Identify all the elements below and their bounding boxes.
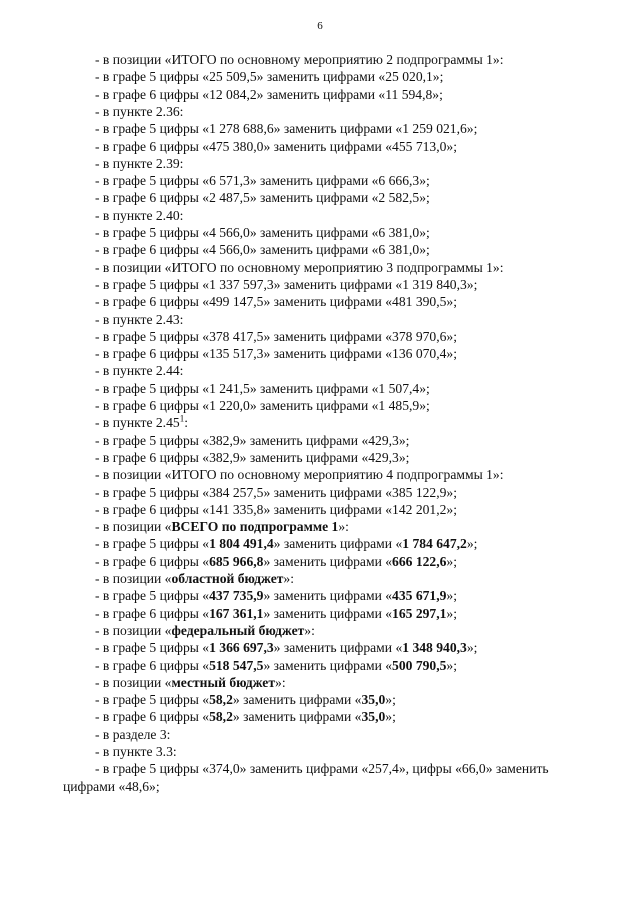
text-line bbox=[95, 345, 457, 362]
bold-text: 35,0 bbox=[361, 692, 386, 708]
text-line bbox=[95, 622, 315, 639]
text-segment: - в позиции «ИТОГО по основному мероприятию 2 подпрограммы 1»: bbox=[95, 52, 504, 67]
text-line bbox=[95, 276, 477, 293]
text-segment: - в графе 6 цифры «1 220,0» заменить цифрами «1 485,9»; bbox=[95, 398, 430, 413]
text-segment: - в позиции « bbox=[95, 519, 172, 535]
text-segment: »; bbox=[446, 553, 457, 569]
text-segment: - в пункте 2.39: bbox=[95, 155, 184, 171]
text-segment: » заменить цифрами « bbox=[263, 553, 393, 569]
bold-text: 1 804 491,4 bbox=[209, 536, 274, 552]
text-segment: »: bbox=[275, 674, 286, 690]
text-line bbox=[95, 691, 396, 708]
text-segment: - в графе 6 цифры «4 566,0» заменить цифрами «6 381,0»; bbox=[95, 242, 430, 258]
text-segment: - в графе 6 цифры «475 380,0» заменить цифрами «455 713,0»; bbox=[95, 138, 457, 154]
text-segment: - в позиции «ИТОГО по основному мероприятию 4 подпрограммы 1»: bbox=[95, 467, 504, 483]
text-line bbox=[95, 605, 457, 622]
text-segment: - в позиции « bbox=[95, 571, 172, 586]
text-line bbox=[95, 484, 457, 501]
text-line bbox=[95, 103, 183, 120]
text-line bbox=[95, 380, 430, 397]
text-segment: - в графе 5 цифры «1 241,5» заменить цифрами «1 507,4»; bbox=[95, 380, 430, 396]
text-line bbox=[63, 778, 160, 795]
text-line bbox=[95, 760, 615, 777]
text-segment: »; bbox=[466, 536, 478, 552]
text-line bbox=[95, 674, 286, 691]
text-segment: - в графе 6 цифры «2 487,5» заменить цифрами «2 582,5»; bbox=[95, 190, 430, 206]
bold-text: 685 966,8 bbox=[209, 553, 264, 569]
bold-text: 500 790,5 bbox=[392, 657, 447, 673]
bold-text: 435 671,9 bbox=[392, 588, 447, 604]
text-segment: » заменить цифрами « bbox=[273, 536, 403, 552]
text-line bbox=[95, 293, 457, 310]
text-segment: - в разделе 3: bbox=[95, 726, 171, 742]
text-segment: »; bbox=[446, 657, 457, 673]
text-segment: - в графе 5 цифры «382,9» заменить цифрами «429,3»; bbox=[95, 432, 410, 448]
bold-text: 1 784 647,2 bbox=[402, 536, 467, 552]
text-segment: - в графе 6 цифры «12 084,2» заменить цифрами «11 594,8»; bbox=[95, 86, 443, 102]
text-segment: - в пункте 2.45 bbox=[95, 415, 180, 431]
text-segment: - в графе 5 цифры « bbox=[95, 692, 210, 708]
text-line bbox=[95, 726, 170, 743]
text-line bbox=[95, 397, 430, 414]
text-segment: - в графе 6 цифры «382,9» заменить цифрами «429,3»; bbox=[95, 449, 410, 465]
text-segment: - в пункте 2.36: bbox=[95, 103, 184, 119]
text-segment: цифрами «48,6»; bbox=[63, 778, 160, 794]
text-segment: »; bbox=[466, 640, 478, 656]
text-line bbox=[95, 501, 457, 518]
text-line bbox=[95, 259, 503, 276]
text-line bbox=[95, 518, 349, 535]
text-segment: » заменить цифрами « bbox=[263, 588, 393, 604]
text-segment: - в графе 6 цифры « bbox=[95, 553, 210, 569]
text-segment: - в графе 5 цифры «378 417,5» заменить цифрами «378 970,6»; bbox=[95, 328, 457, 344]
text-segment: - в графе 5 цифры «1 278 688,6» заменить цифрами «1 259 021,6»; bbox=[95, 121, 478, 137]
text-line bbox=[95, 51, 503, 68]
bold-text: федеральный бюджет bbox=[171, 622, 305, 638]
text-line bbox=[95, 120, 477, 137]
text-segment: - в позиции « bbox=[95, 674, 172, 690]
text-segment: - в графе 6 цифры « bbox=[95, 605, 210, 621]
text-segment: - в графе 5 цифры «1 337 597,3» заменить цифрами «1 319 840,3»; bbox=[95, 276, 478, 292]
bold-text: 1 366 697,3 bbox=[209, 640, 274, 656]
text-segment: - в графе 6 цифры « bbox=[95, 657, 210, 673]
bold-text: 167 361,1 bbox=[209, 605, 264, 621]
text-segment: - в пункте 3.3: bbox=[95, 744, 177, 759]
bold-text: 518 547,5 bbox=[209, 657, 264, 673]
text-line bbox=[95, 466, 503, 483]
text-segment: - в графе 5 цифры «4 566,0» заменить цифрами «6 381,0»; bbox=[95, 225, 430, 240]
bold-text: 1 348 940,3 bbox=[402, 640, 467, 656]
text-segment: - в графе 5 цифры «384 257,5» заменить цифрами «385 122,9»; bbox=[95, 484, 457, 500]
bold-text: 165 297,1 bbox=[392, 605, 447, 621]
text-segment: » заменить цифрами « bbox=[273, 640, 403, 656]
text-line bbox=[95, 86, 443, 103]
text-segment: - в графе 5 цифры « bbox=[95, 640, 210, 656]
text-segment: - в графе 5 цифры «25 509,5» заменить цифрами «25 020,1»; bbox=[95, 69, 444, 85]
text-segment: »: bbox=[304, 622, 315, 638]
text-segment: »; bbox=[446, 588, 457, 604]
text-line bbox=[95, 432, 409, 449]
text-segment: - в пункте 2.40: bbox=[95, 207, 184, 223]
text-segment: » заменить цифрами « bbox=[263, 657, 393, 673]
text-segment: - в графе 6 цифры «499 147,5» заменить цифрами «481 390,5»; bbox=[95, 294, 457, 310]
text-line bbox=[95, 449, 409, 466]
text-segment: - в графе 6 цифры «135 517,3» заменить цифрами «136 070,4»; bbox=[95, 346, 457, 362]
text-line bbox=[95, 587, 457, 604]
text-line bbox=[95, 414, 188, 431]
bold-text: 58,2 bbox=[209, 709, 233, 725]
text-line bbox=[95, 189, 430, 206]
text-segment: - в графе 6 цифры «141 335,8» заменить цифрами «142 201,2»; bbox=[95, 501, 457, 517]
text-line bbox=[95, 172, 430, 189]
bold-text: 437 735,9 bbox=[209, 588, 264, 604]
text-line bbox=[95, 138, 457, 155]
text-segment: »; bbox=[446, 605, 457, 621]
text-segment: » заменить цифрами « bbox=[263, 605, 393, 621]
text-line bbox=[95, 743, 177, 760]
text-line bbox=[95, 328, 457, 345]
text-line bbox=[95, 207, 183, 224]
bold-text: областной бюджет bbox=[171, 571, 284, 586]
text-line bbox=[95, 311, 183, 328]
text-segment: - в графе 5 цифры « bbox=[95, 588, 210, 604]
text-line bbox=[95, 362, 183, 379]
text-segment: - в позиции « bbox=[95, 622, 172, 638]
text-segment: - в графе 5 цифры « bbox=[95, 536, 210, 552]
text-line bbox=[95, 155, 183, 172]
text-line bbox=[95, 708, 396, 725]
text-segment: » заменить цифрами « bbox=[232, 709, 362, 725]
text-segment: - в графе 5 цифры «374,0» заменить цифрами «257,4», цифры «66,0» заменить bbox=[95, 761, 549, 777]
text-segment: » заменить цифрами « bbox=[232, 692, 362, 708]
page-number: 6 bbox=[317, 20, 323, 32]
superscript-text: 1 bbox=[179, 413, 185, 424]
bold-text: ВСЕГО по подпрограмме 1 bbox=[171, 519, 339, 535]
text-line bbox=[95, 639, 477, 656]
bold-text: 35,0 bbox=[361, 709, 386, 725]
text-line bbox=[95, 553, 457, 570]
text-line bbox=[95, 241, 430, 258]
text-line bbox=[95, 224, 430, 241]
text-segment: »; bbox=[385, 692, 396, 708]
bold-text: 58,2 bbox=[209, 692, 233, 708]
text-segment: »: bbox=[283, 571, 294, 586]
text-segment: - в графе 5 цифры «6 571,3» заменить цифрами «6 666,3»; bbox=[95, 173, 430, 189]
text-line bbox=[95, 535, 477, 552]
text-segment: »: bbox=[338, 519, 349, 535]
text-line bbox=[95, 657, 457, 674]
text-segment: - в позиции «ИТОГО по основному мероприятию 3 подпрограммы 1»: bbox=[95, 259, 504, 275]
text-segment: - в пункте 2.43: bbox=[95, 311, 184, 327]
bold-text: 666 122,6 bbox=[392, 553, 447, 569]
text-line bbox=[95, 570, 294, 587]
text-segment: - в пункте 2.44: bbox=[95, 363, 184, 379]
bold-text: местный бюджет bbox=[171, 674, 276, 690]
text-segment: : bbox=[184, 415, 188, 431]
text-segment: »; bbox=[385, 709, 396, 725]
text-line bbox=[95, 68, 443, 85]
text-segment: - в графе 6 цифры « bbox=[95, 709, 210, 725]
